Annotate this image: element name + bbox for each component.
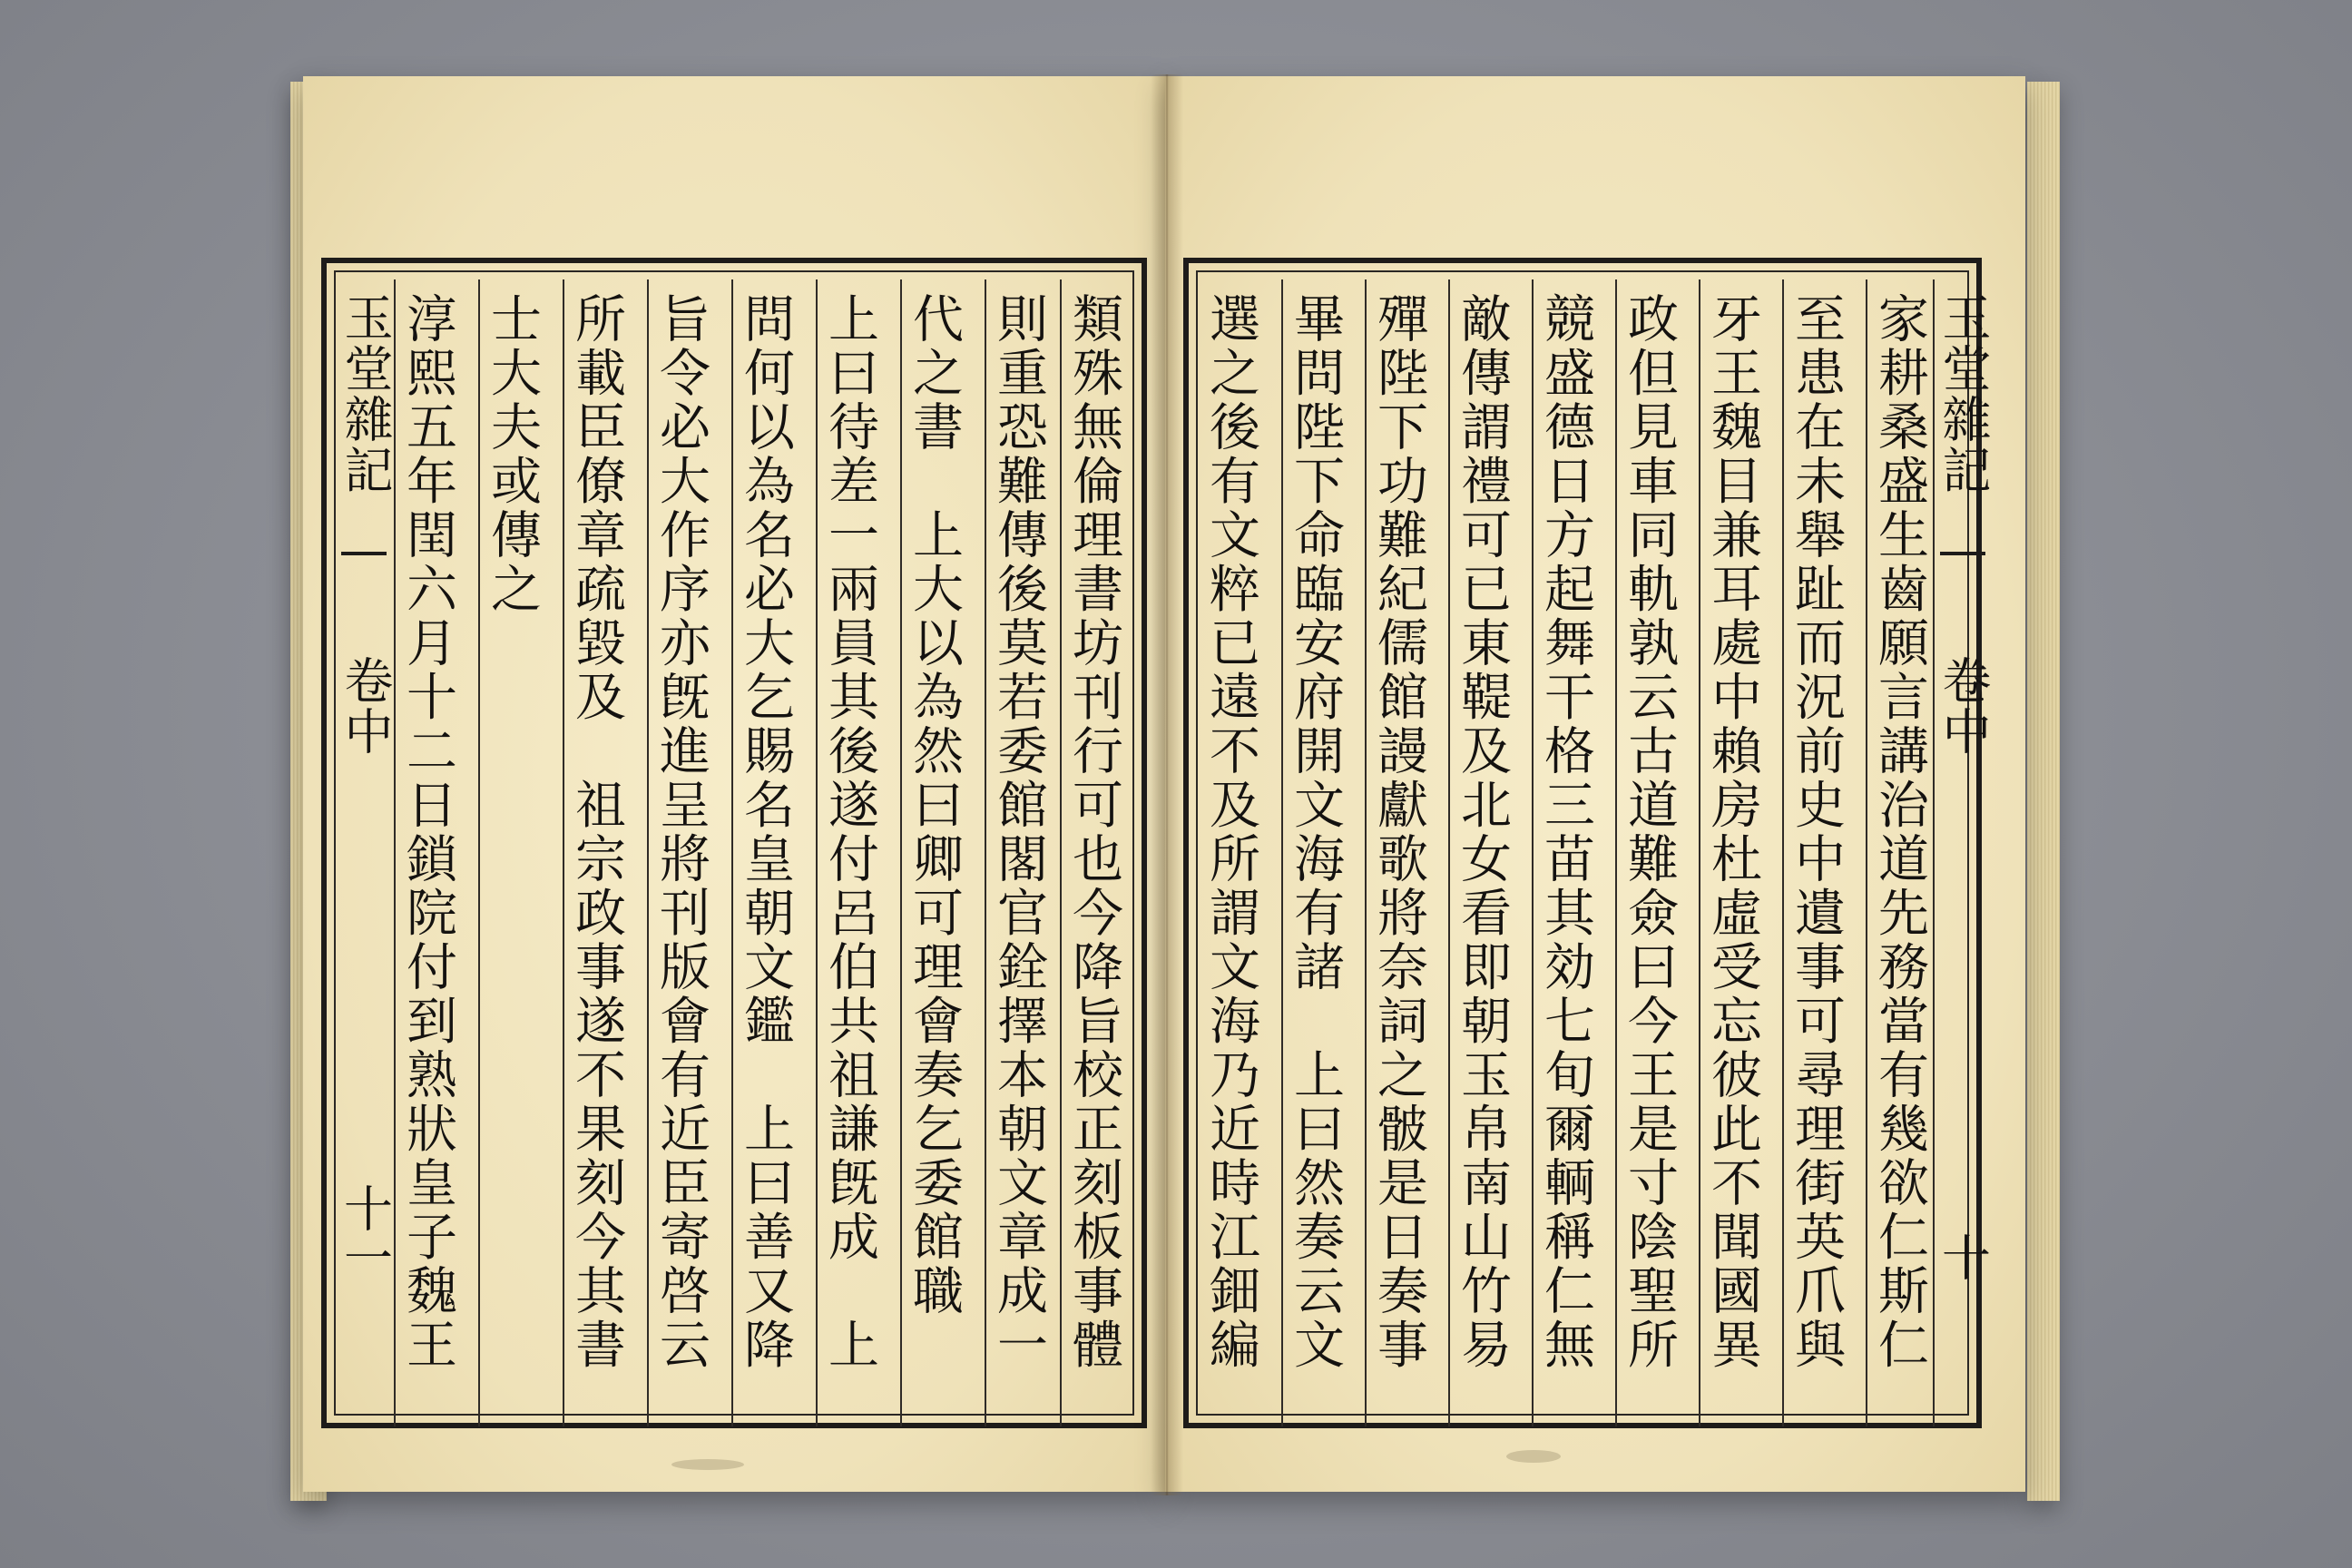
- column-text: 選之後有文粹已遠不及所謂文海乃近時江鈿編: [1201, 292, 1260, 1372]
- column-text: 至患在未舉趾而況前史中遺事可尋理街英爪與: [1787, 292, 1846, 1372]
- paper-stain: [1506, 1450, 1561, 1463]
- column-text: 上曰待差一兩員其後遂付呂伯共祖謙旣成 上: [820, 292, 879, 1372]
- right-page-frame: [1183, 258, 1992, 1428]
- column-text: 殫陛下功難紀儒館謾獻歌將奈詞之骳是日奏事: [1369, 292, 1428, 1372]
- column-text: 代之書 上大以為然曰卿可理會奏乞委館職: [905, 292, 964, 1318]
- left-page-inner-border: [334, 270, 1134, 1416]
- column-text: 敵傳謂禮可已東鞮及北女看即朝玉帛南山竹易: [1453, 292, 1512, 1372]
- right-page-inner-border: [1196, 270, 1992, 1416]
- fish-tail-mark: [1940, 552, 1985, 555]
- left-banxin: [336, 279, 394, 1426]
- left-page-frame: [321, 258, 1147, 1428]
- book-gutter: [1151, 74, 1183, 1495]
- paper-stain: [671, 1459, 744, 1470]
- right-banxin: [1933, 279, 1991, 1426]
- right-page: [1165, 76, 2025, 1492]
- column-text: 士大夫或傳之: [483, 292, 542, 616]
- column-text: 旨令必大作序亦旣進呈將刊版會有近臣寄啓云: [652, 292, 710, 1372]
- right-banxin-title: 玉堂雜記: [1935, 292, 1992, 495]
- left-text-column: [478, 279, 544, 1426]
- left-banxin-volume: 卷中: [337, 655, 394, 757]
- right-text-column: [1782, 279, 1847, 1426]
- left-text-column: [731, 279, 797, 1426]
- right-page-edges: [2027, 82, 2060, 1501]
- left-text-column: [563, 279, 628, 1426]
- right-banxin-page-number: 十: [1934, 1232, 1992, 1281]
- column-text: 問何以為名必大乞賜名皇朝文鑑 上曰善又降: [736, 292, 795, 1372]
- column-text: 政但見車同軌孰云古道難僉曰今王是寸陰聖所: [1620, 292, 1679, 1372]
- column-text: 類殊無倫理書坊刊行可也今降旨校正刻板事體: [1064, 292, 1123, 1372]
- right-text-column: [1281, 279, 1347, 1426]
- left-text-column: [647, 279, 712, 1426]
- left-text-column: [1060, 279, 1125, 1426]
- column-text: 畢問陛下命臨安府開文海有諸 上曰然奏云文: [1286, 292, 1345, 1372]
- left-banxin-page-number: 十一: [336, 1183, 394, 1281]
- left-page: [303, 76, 1165, 1492]
- right-text-column: [1615, 279, 1681, 1426]
- left-text-column: [394, 279, 459, 1426]
- column-text: 牙王魏目兼耳處中賴房杜虛受忘彼此不聞國異: [1703, 292, 1762, 1372]
- open-book: [290, 71, 2060, 1504]
- right-text-column: [1365, 279, 1430, 1426]
- left-text-column: [900, 279, 965, 1426]
- column-text: 家耕桑盛生齒願言講治道先務當有幾欲仁斯仁: [1870, 292, 1929, 1372]
- column-text: 競盛德日方起舞干格三苗其効七旬爾輌稱仁無: [1536, 292, 1595, 1372]
- column-text: 則重恐難傳後莫若委館閣官銓擇本朝文章成一: [989, 292, 1048, 1372]
- left-banxin-title: 玉堂雜記: [337, 292, 394, 495]
- right-text-column: [1448, 279, 1514, 1426]
- right-text-column: [1699, 279, 1764, 1426]
- right-text-column: [1198, 279, 1263, 1426]
- column-text: 所載臣僚章疏毀及 祖宗政事遂不果刻今其書: [567, 292, 626, 1372]
- left-text-column: [985, 279, 1050, 1426]
- fish-tail-mark: [341, 552, 387, 555]
- right-text-column: [1532, 279, 1597, 1426]
- left-text-column: [816, 279, 881, 1426]
- column-text: 淳熙五年閏六月十二日鎖院付到熟狀皇子魏王: [398, 292, 457, 1372]
- right-text-column: [1866, 279, 1931, 1426]
- right-banxin-volume: 卷中: [1935, 655, 1992, 757]
